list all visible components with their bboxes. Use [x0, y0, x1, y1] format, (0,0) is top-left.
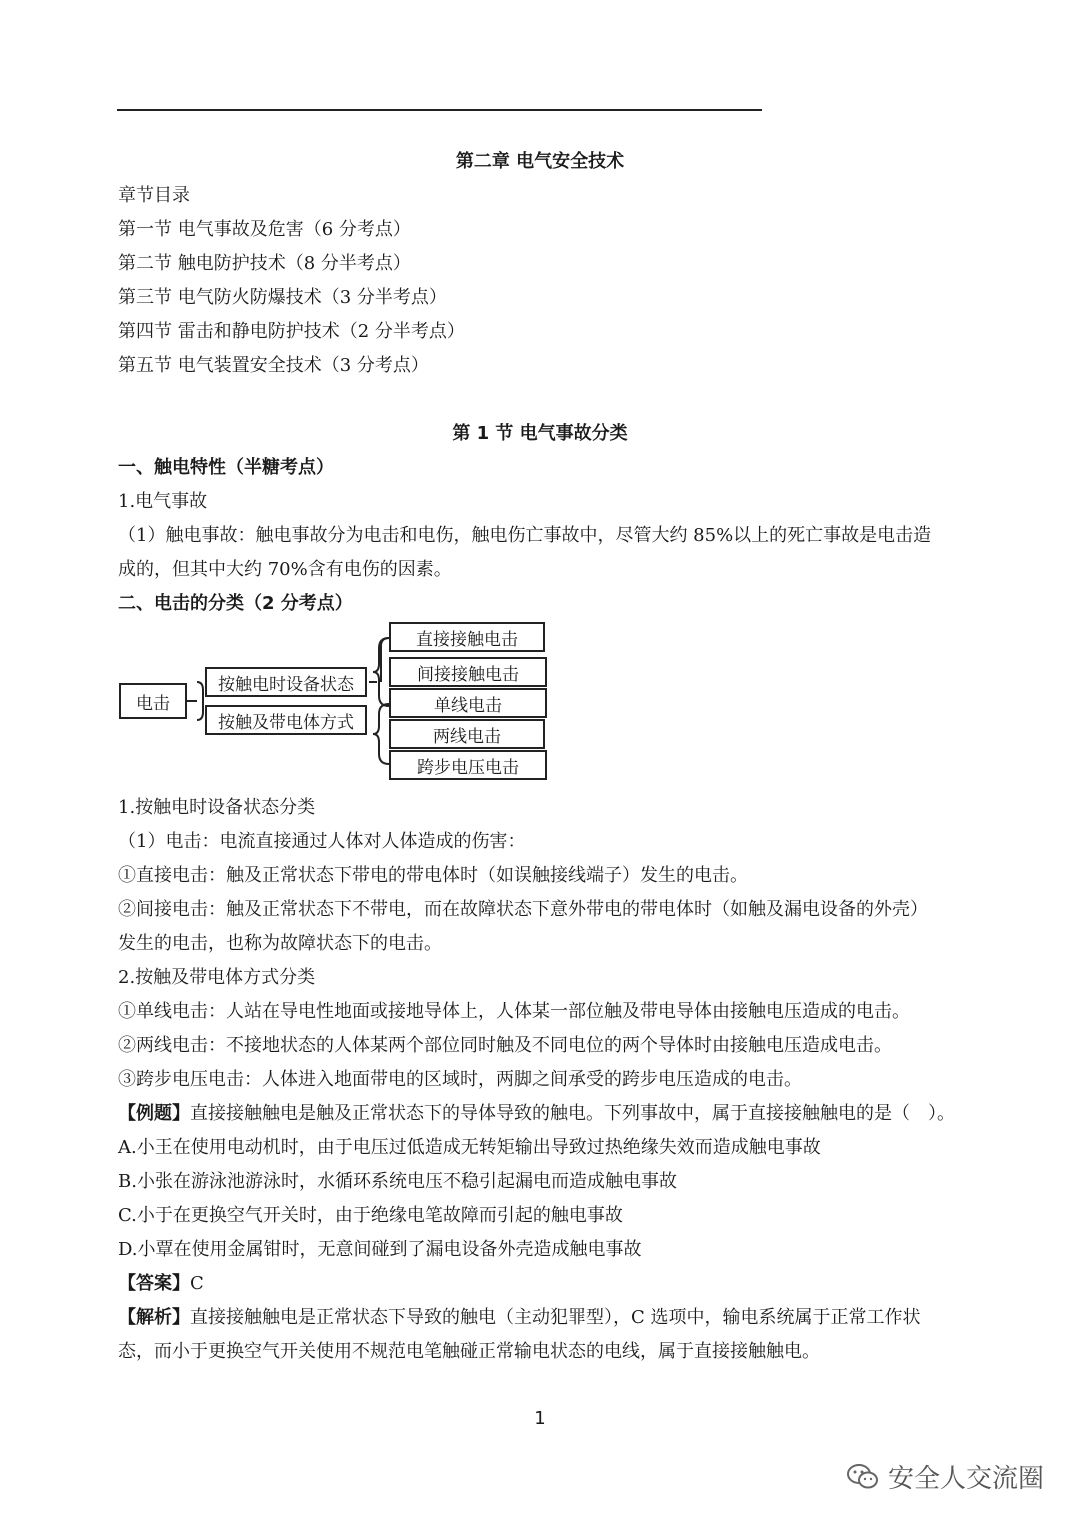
text-line: ②两线电击：不接地状态的人体某两个部位同时触及不同电位的两个导体时由接触电压造成电击。: [118, 1035, 892, 1056]
wechat-icon: [846, 1462, 880, 1492]
toc-item-1: 第一节 电气事故及危害（6 分考点）: [118, 219, 411, 240]
diagram-leaf-single-wire: 单线电击: [389, 688, 547, 718]
text-line: ③跨步电压电击：人体进入地面带电的区域时，两脚之间承受的跨步电压造成的电击。: [118, 1069, 802, 1090]
toc-item-3: 第三节 电气防火防爆技术（3 分半考点）: [118, 287, 447, 308]
paragraph-line-2: 成的，但其中大约 70%含有电伤的因素。: [118, 559, 452, 580]
text-line: ①单线电击：人站在导电性地面或接地导体上，人体某一部位触及带电导体由接触电压造成的电击。: [118, 1001, 910, 1022]
answer: [118, 1272, 204, 1296]
watermark-text: 安全人交流圈: [887, 1464, 1044, 1494]
answer-tag: 【答案】: [118, 1273, 190, 1294]
answer-value: C: [190, 1273, 204, 1294]
page-number: 1: [534, 1408, 546, 1429]
option-d: D.小覃在使用金属钳时，无意间碰到了漏电设备外壳造成触电事故: [118, 1239, 642, 1260]
analysis-text: 直接接触触电是正常状态下导致的触电（主动犯罪型），C 选项中，输电系统属于正常工作状: [190, 1307, 921, 1328]
analysis-tag: 【解析】: [118, 1307, 190, 1328]
analysis-line-2: 态，而小于更换空气开关使用不规范电笔触碰正常输电状态的电线，属于直接接触触电。: [118, 1341, 820, 1362]
toc-label: 章节目录: [118, 185, 190, 206]
diagram-leaf-direct-contact: 直接接触电击: [389, 622, 545, 652]
text-line: 2.按触及带电体方式分类: [118, 967, 316, 988]
option-b: B.小张在游泳池游泳时，水循环系统电压不稳引起漏电而造成触电事故: [118, 1171, 677, 1192]
toc-item-2: 第二节 触电防护技术（8 分半考点）: [118, 253, 411, 274]
header-rule: [117, 109, 762, 111]
example-tag: 【例题】: [118, 1103, 190, 1124]
heading-2: 二、电击的分类（2 分考点）: [118, 593, 353, 614]
diagram-root-electric-shock: 电击: [119, 683, 187, 719]
watermark: [846, 1458, 1044, 1495]
example-question: [118, 1102, 955, 1126]
sub-heading: 1.电气事故: [118, 491, 208, 512]
text-line: 1.按触电时设备状态分类: [118, 797, 316, 818]
text-line: 发生的电击，也称为故障状态下的电击。: [118, 933, 442, 954]
heading-1: 一、触电特性（半糖考点）: [118, 457, 334, 478]
text-line: ②间接电击：触及正常状态下不带电，而在故障状态下意外带电的带电体时（如触及漏电设备的外壳）: [118, 899, 928, 920]
example-text: 直接接触触电是触及正常状态下的导体导致的触电。下列事故中，属于直接接触触电的是（ ）。: [190, 1103, 955, 1124]
diagram-branch-contact-method: 按触及带电体方式: [205, 705, 367, 735]
text-line: （1）电击：电流直接通过人体对人体造成的伤害：: [118, 831, 526, 852]
classification-diagram: [117, 620, 557, 785]
chapter-title: 第二章 电气安全技术: [455, 151, 625, 172]
toc-item-5: 第五节 电气装置安全技术（3 分考点）: [118, 355, 429, 376]
option-a: A.小王在使用电动机时，由于电压过低造成无转矩输出导致过热绝缘失效而造成触电事故: [118, 1137, 821, 1158]
option-c: C.小于在更换空气开关时，由于绝缘电笔故障而引起的触电事故: [118, 1205, 623, 1226]
section-title: 第 1 节 电气事故分类: [452, 423, 628, 444]
paragraph-line-1: （1）触电事故：触电事故分为电击和电伤，触电伤亡事故中，尽管大约 85%以上的死亡事故是电击造: [118, 525, 932, 546]
diagram-leaf-step-voltage: 跨步电压电击: [389, 750, 547, 780]
diagram-leaf-two-wire: 两线电击: [389, 719, 545, 749]
analysis-line-1: [118, 1306, 921, 1330]
text-line: ①直接电击：触及正常状态下带电的带电体时（如误触接线端子）发生的电击。: [118, 865, 748, 886]
toc-item-4: 第四节 雷击和静电防护技术（2 分半考点）: [118, 321, 465, 342]
diagram-leaf-indirect-contact: 间接接触电击: [389, 657, 547, 687]
diagram-branch-device-state: 按触电时设备状态: [205, 667, 367, 697]
